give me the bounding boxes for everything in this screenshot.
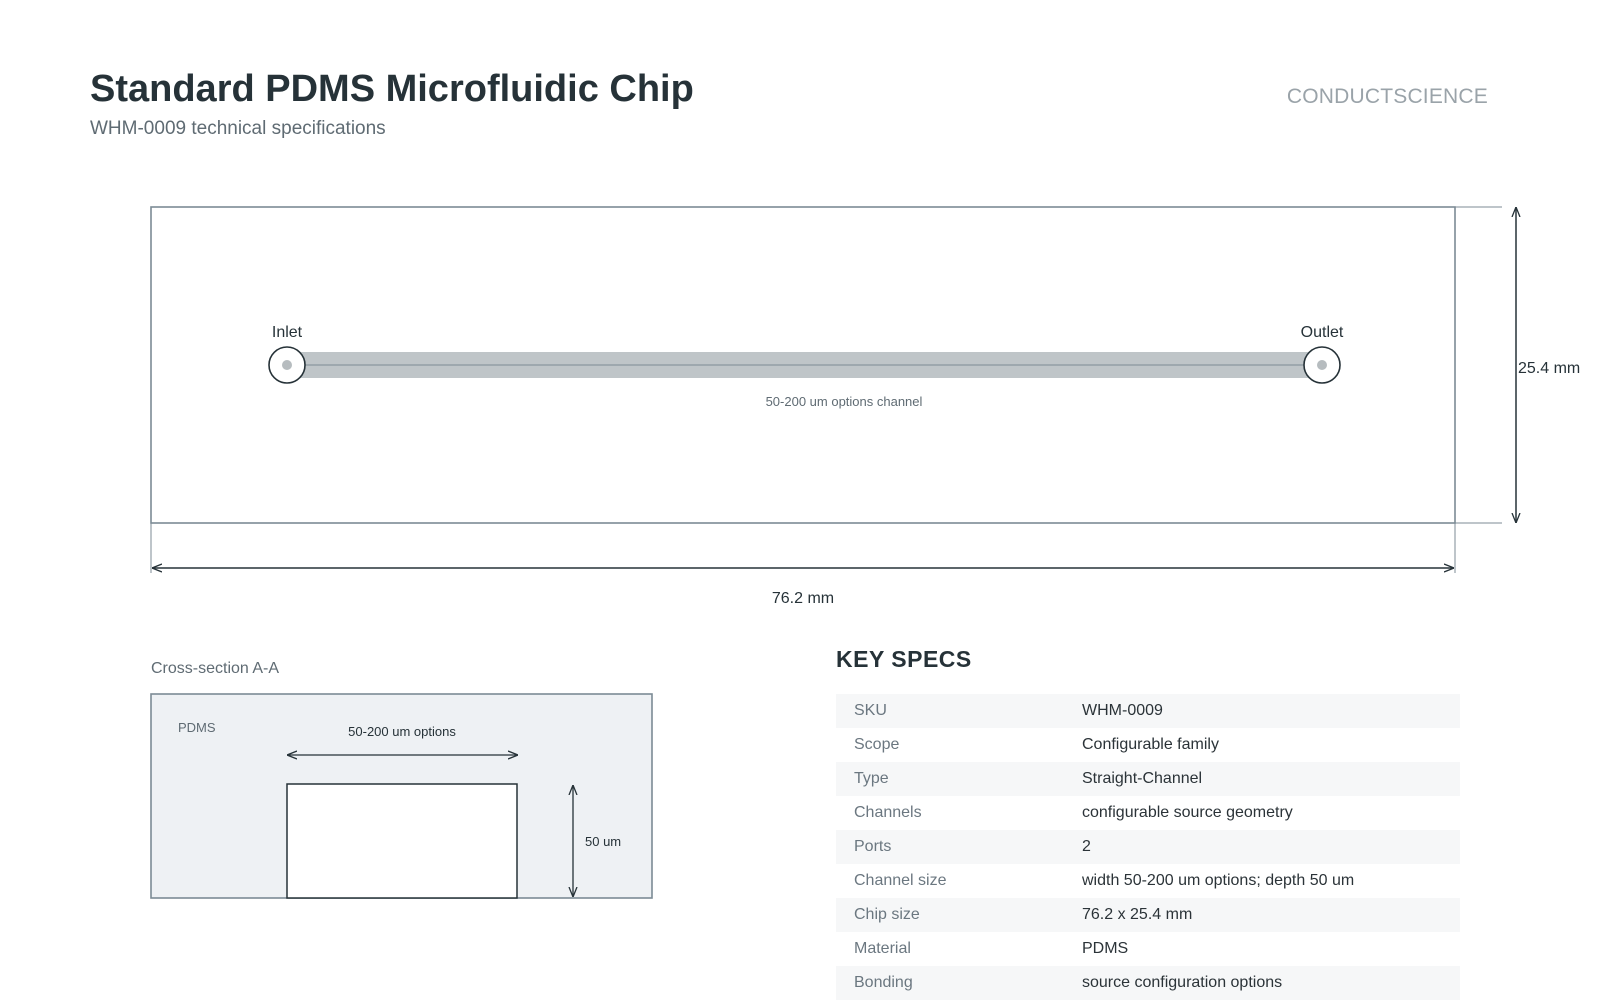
channel-label: 50-200 um options channel: [765, 394, 923, 409]
spec-value: 2: [1082, 830, 1460, 864]
page-subtitle: WHM-0009 technical specifications: [90, 118, 386, 139]
spec-row: [836, 694, 1460, 728]
spec-label: Material: [854, 940, 911, 957]
brand-logo: CONDUCTSCIENCE: [1286, 85, 1488, 108]
spec-label: Channel size: [854, 872, 947, 889]
spec-row: [836, 898, 1460, 932]
spec-row: [836, 830, 1460, 864]
pdms-label: PDMS: [178, 720, 216, 735]
inlet-label: Inlet: [271, 324, 303, 341]
key-specs-table: [836, 694, 1460, 1000]
spec-value: Configurable family: [1082, 736, 1219, 753]
channel-width-label: 50-200 um options: [348, 724, 456, 739]
spec-row: [836, 966, 1460, 1000]
spec-value: width 50-200 um options; depth 50 um: [1082, 872, 1355, 889]
spec-row: [836, 728, 1460, 762]
inlet-port: [269, 347, 305, 383]
page-title: Standard PDMS Microfluidic Chip: [90, 68, 694, 110]
key-specs-title: KEY SPECS: [836, 646, 972, 672]
spec-row: [836, 864, 1460, 898]
spec-row: [836, 762, 1460, 796]
channel-cross-section: [287, 784, 517, 898]
channel-depth-label: 50 um: [585, 834, 622, 849]
spec-value: PDMS: [1082, 940, 1129, 957]
cross-section-title: Cross-section A-A: [151, 660, 280, 677]
spec-label: Scope: [854, 736, 900, 753]
spec-row: [836, 932, 1460, 966]
spec-row: [836, 796, 1460, 830]
spec-label: Type: [836, 762, 1082, 796]
spec-value: configurable source geometry: [1082, 804, 1293, 821]
spec-label: Channels: [854, 804, 922, 821]
spec-value: WHM-0009: [1082, 694, 1460, 728]
cross-section: [151, 660, 652, 898]
spec-value: 76.2 x 25.4 mm: [1082, 898, 1460, 932]
spec-value: Straight-Channel: [1082, 762, 1460, 796]
width-dimension-label: 76.2 mm: [771, 590, 835, 607]
chip-top-view: [151, 207, 1455, 523]
height-dimension: [1455, 207, 1580, 523]
spec-label: Chip size: [836, 898, 1082, 932]
outlet-label: Outlet: [1300, 324, 1344, 341]
spec-label: SKU: [836, 694, 1082, 728]
outlet-port: [1304, 347, 1340, 383]
spec-value: source configuration options: [1082, 966, 1460, 1000]
width-dimension: [151, 523, 1455, 607]
spec-label: Bonding: [836, 966, 1082, 1000]
spec-label: Ports: [836, 830, 1082, 864]
height-dimension-label: 25.4 mm: [1518, 360, 1581, 377]
